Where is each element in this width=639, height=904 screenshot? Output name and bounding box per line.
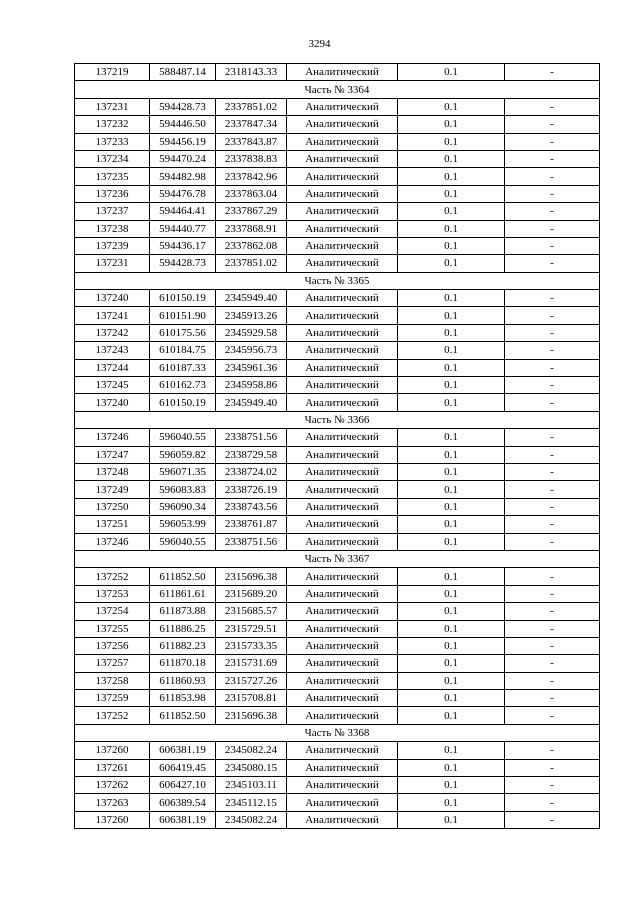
y-coordinate-cell: 2315685.57 — [216, 603, 287, 620]
method-cell: Аналитический — [287, 203, 398, 220]
x-coordinate-cell: 610187.33 — [150, 359, 216, 376]
note-cell: - — [505, 359, 600, 376]
accuracy-cell: 0.1 — [398, 620, 505, 637]
y-coordinate-cell: 2337842.96 — [216, 168, 287, 185]
accuracy-cell: 0.1 — [398, 742, 505, 759]
section-title: Часть № 3364 — [75, 81, 600, 98]
method-cell: Аналитический — [287, 742, 398, 759]
point-id-cell: 137260 — [75, 742, 150, 759]
method-cell: Аналитический — [287, 237, 398, 254]
x-coordinate-cell: 611873.88 — [150, 603, 216, 620]
x-coordinate-cell: 606419.45 — [150, 759, 216, 776]
accuracy-cell: 0.1 — [398, 394, 505, 411]
point-id-cell: 137243 — [75, 342, 150, 359]
method-cell: Аналитический — [287, 620, 398, 637]
y-coordinate-cell: 2338743.56 — [216, 498, 287, 515]
table-row — [75, 429, 600, 446]
y-coordinate-cell: 2318143.33 — [216, 64, 287, 81]
note-cell: - — [505, 672, 600, 689]
y-coordinate-cell: 2315689.20 — [216, 585, 287, 602]
table-row — [75, 481, 600, 498]
note-cell: - — [505, 533, 600, 550]
x-coordinate-cell: 594456.19 — [150, 133, 216, 150]
accuracy-cell: 0.1 — [398, 811, 505, 828]
note-cell: - — [505, 168, 600, 185]
x-coordinate-cell: 611861.61 — [150, 585, 216, 602]
accuracy-cell: 0.1 — [398, 255, 505, 272]
point-id-cell: 137219 — [75, 64, 150, 81]
x-coordinate-cell: 610150.19 — [150, 290, 216, 307]
accuracy-cell: 0.1 — [398, 237, 505, 254]
method-cell: Аналитический — [287, 516, 398, 533]
table-row — [75, 637, 600, 654]
point-id-cell: 137239 — [75, 237, 150, 254]
table-row — [75, 185, 600, 202]
point-id-cell: 137250 — [75, 498, 150, 515]
note-cell: - — [505, 185, 600, 202]
y-coordinate-cell: 2345956.73 — [216, 342, 287, 359]
point-id-cell: 137237 — [75, 203, 150, 220]
coordinates-table — [74, 63, 600, 829]
section-title: Часть № 3365 — [75, 272, 600, 289]
note-cell: - — [505, 707, 600, 724]
point-id-cell: 137231 — [75, 98, 150, 115]
note-cell: - — [505, 568, 600, 585]
note-cell: - — [505, 777, 600, 794]
x-coordinate-cell: 594440.77 — [150, 220, 216, 237]
table-row — [75, 655, 600, 672]
y-coordinate-cell: 2337863.04 — [216, 185, 287, 202]
section-header-row — [75, 724, 600, 741]
note-cell: - — [505, 133, 600, 150]
accuracy-cell: 0.1 — [398, 324, 505, 341]
point-id-cell: 137240 — [75, 290, 150, 307]
method-cell: Аналитический — [287, 342, 398, 359]
note-cell: - — [505, 307, 600, 324]
point-id-cell: 137248 — [75, 463, 150, 480]
accuracy-cell: 0.1 — [398, 377, 505, 394]
method-cell: Аналитический — [287, 777, 398, 794]
x-coordinate-cell: 611886.25 — [150, 620, 216, 637]
accuracy-cell: 0.1 — [398, 481, 505, 498]
point-id-cell: 137234 — [75, 150, 150, 167]
table-row — [75, 690, 600, 707]
note-cell: - — [505, 690, 600, 707]
x-coordinate-cell: 596040.55 — [150, 533, 216, 550]
x-coordinate-cell: 610175.56 — [150, 324, 216, 341]
y-coordinate-cell: 2338751.56 — [216, 533, 287, 550]
method-cell: Аналитический — [287, 98, 398, 115]
section-title: Часть № 3367 — [75, 550, 600, 567]
y-coordinate-cell: 2345958.86 — [216, 377, 287, 394]
note-cell: - — [505, 463, 600, 480]
point-id-cell: 137263 — [75, 794, 150, 811]
x-coordinate-cell: 606381.19 — [150, 811, 216, 828]
table-row — [75, 203, 600, 220]
note-cell: - — [505, 150, 600, 167]
note-cell: - — [505, 603, 600, 620]
accuracy-cell: 0.1 — [398, 568, 505, 585]
point-id-cell: 137235 — [75, 168, 150, 185]
table-row — [75, 742, 600, 759]
x-coordinate-cell: 610162.73 — [150, 377, 216, 394]
accuracy-cell: 0.1 — [398, 707, 505, 724]
accuracy-cell: 0.1 — [398, 533, 505, 550]
note-cell: - — [505, 742, 600, 759]
y-coordinate-cell: 2315696.38 — [216, 707, 287, 724]
x-coordinate-cell: 611882.23 — [150, 637, 216, 654]
table-row — [75, 342, 600, 359]
point-id-cell: 137260 — [75, 811, 150, 828]
y-coordinate-cell: 2315731.69 — [216, 655, 287, 672]
method-cell: Аналитический — [287, 307, 398, 324]
point-id-cell: 137252 — [75, 568, 150, 585]
table-row — [75, 150, 600, 167]
table-row — [75, 620, 600, 637]
point-id-cell: 137240 — [75, 394, 150, 411]
method-cell: Аналитический — [287, 603, 398, 620]
x-coordinate-cell: 594464.41 — [150, 203, 216, 220]
point-id-cell: 137232 — [75, 116, 150, 133]
method-cell: Аналитический — [287, 655, 398, 672]
y-coordinate-cell: 2337851.02 — [216, 98, 287, 115]
table-row — [75, 290, 600, 307]
table-row — [75, 116, 600, 133]
point-id-cell: 137231 — [75, 255, 150, 272]
note-cell: - — [505, 585, 600, 602]
method-cell: Аналитический — [287, 794, 398, 811]
note-cell: - — [505, 255, 600, 272]
x-coordinate-cell: 596059.82 — [150, 446, 216, 463]
x-coordinate-cell: 596090.34 — [150, 498, 216, 515]
method-cell: Аналитический — [287, 150, 398, 167]
accuracy-cell: 0.1 — [398, 185, 505, 202]
accuracy-cell: 0.1 — [398, 777, 505, 794]
table-body — [75, 64, 600, 829]
method-cell: Аналитический — [287, 481, 398, 498]
x-coordinate-cell: 611853.98 — [150, 690, 216, 707]
accuracy-cell: 0.1 — [398, 759, 505, 776]
accuracy-cell: 0.1 — [398, 516, 505, 533]
note-cell: - — [505, 98, 600, 115]
table-row — [75, 533, 600, 550]
note-cell: - — [505, 620, 600, 637]
accuracy-cell: 0.1 — [398, 168, 505, 185]
accuracy-cell: 0.1 — [398, 429, 505, 446]
accuracy-cell: 0.1 — [398, 220, 505, 237]
table-row — [75, 568, 600, 585]
x-coordinate-cell: 606381.19 — [150, 742, 216, 759]
accuracy-cell: 0.1 — [398, 359, 505, 376]
section-header-row — [75, 272, 600, 289]
accuracy-cell: 0.1 — [398, 203, 505, 220]
note-cell: - — [505, 498, 600, 515]
table-row — [75, 759, 600, 776]
method-cell: Аналитический — [287, 637, 398, 654]
method-cell: Аналитический — [287, 116, 398, 133]
table-row — [75, 585, 600, 602]
table-row — [75, 255, 600, 272]
y-coordinate-cell: 2338726.19 — [216, 481, 287, 498]
y-coordinate-cell: 2338751.56 — [216, 429, 287, 446]
table-row — [75, 446, 600, 463]
table-row — [75, 133, 600, 150]
note-cell: - — [505, 655, 600, 672]
section-header-row — [75, 550, 600, 567]
note-cell: - — [505, 394, 600, 411]
y-coordinate-cell: 2338729.58 — [216, 446, 287, 463]
accuracy-cell: 0.1 — [398, 446, 505, 463]
y-coordinate-cell: 2315696.38 — [216, 568, 287, 585]
point-id-cell: 137233 — [75, 133, 150, 150]
y-coordinate-cell: 2337843.87 — [216, 133, 287, 150]
method-cell: Аналитический — [287, 707, 398, 724]
section-title: Часть № 3368 — [75, 724, 600, 741]
accuracy-cell: 0.1 — [398, 672, 505, 689]
point-id-cell: 137261 — [75, 759, 150, 776]
table-row — [75, 811, 600, 828]
accuracy-cell: 0.1 — [398, 133, 505, 150]
note-cell: - — [505, 446, 600, 463]
y-coordinate-cell: 2337838.83 — [216, 150, 287, 167]
x-coordinate-cell: 594428.73 — [150, 98, 216, 115]
accuracy-cell: 0.1 — [398, 498, 505, 515]
section-title: Часть № 3366 — [75, 411, 600, 428]
accuracy-cell: 0.1 — [398, 150, 505, 167]
note-cell: - — [505, 203, 600, 220]
table-row — [75, 707, 600, 724]
accuracy-cell: 0.1 — [398, 603, 505, 620]
y-coordinate-cell: 2345949.40 — [216, 394, 287, 411]
table-row — [75, 307, 600, 324]
method-cell: Аналитический — [287, 690, 398, 707]
table-row — [75, 168, 600, 185]
table-row — [75, 498, 600, 515]
table-row — [75, 324, 600, 341]
x-coordinate-cell: 610150.19 — [150, 394, 216, 411]
table-row — [75, 237, 600, 254]
note-cell: - — [505, 637, 600, 654]
point-id-cell: 137254 — [75, 603, 150, 620]
y-coordinate-cell: 2338761.87 — [216, 516, 287, 533]
x-coordinate-cell: 594470.24 — [150, 150, 216, 167]
method-cell: Аналитический — [287, 429, 398, 446]
point-id-cell: 137262 — [75, 777, 150, 794]
note-cell: - — [505, 429, 600, 446]
accuracy-cell: 0.1 — [398, 64, 505, 81]
y-coordinate-cell: 2345961.36 — [216, 359, 287, 376]
method-cell: Аналитический — [287, 533, 398, 550]
table-row — [75, 64, 600, 81]
point-id-cell: 137247 — [75, 446, 150, 463]
method-cell: Аналитический — [287, 672, 398, 689]
table-row — [75, 220, 600, 237]
point-id-cell: 137256 — [75, 637, 150, 654]
y-coordinate-cell: 2345112.15 — [216, 794, 287, 811]
accuracy-cell: 0.1 — [398, 290, 505, 307]
table-row — [75, 777, 600, 794]
y-coordinate-cell: 2337867.29 — [216, 203, 287, 220]
method-cell: Аналитический — [287, 498, 398, 515]
point-id-cell: 137246 — [75, 533, 150, 550]
section-header-row — [75, 411, 600, 428]
note-cell: - — [505, 794, 600, 811]
y-coordinate-cell: 2345913.26 — [216, 307, 287, 324]
x-coordinate-cell: 594482.98 — [150, 168, 216, 185]
point-id-cell: 137236 — [75, 185, 150, 202]
point-id-cell: 137242 — [75, 324, 150, 341]
x-coordinate-cell: 611860.93 — [150, 672, 216, 689]
note-cell: - — [505, 116, 600, 133]
point-id-cell: 137244 — [75, 359, 150, 376]
note-cell: - — [505, 811, 600, 828]
method-cell: Аналитический — [287, 446, 398, 463]
method-cell: Аналитический — [287, 585, 398, 602]
method-cell: Аналитический — [287, 185, 398, 202]
table-row — [75, 394, 600, 411]
x-coordinate-cell: 596071.35 — [150, 463, 216, 480]
x-coordinate-cell: 594446.50 — [150, 116, 216, 133]
y-coordinate-cell: 2337862.08 — [216, 237, 287, 254]
point-id-cell: 137259 — [75, 690, 150, 707]
note-cell: - — [505, 290, 600, 307]
accuracy-cell: 0.1 — [398, 690, 505, 707]
accuracy-cell: 0.1 — [398, 655, 505, 672]
method-cell: Аналитический — [287, 359, 398, 376]
table-row — [75, 672, 600, 689]
accuracy-cell: 0.1 — [398, 585, 505, 602]
x-coordinate-cell: 594436.17 — [150, 237, 216, 254]
note-cell: - — [505, 377, 600, 394]
point-id-cell: 137246 — [75, 429, 150, 446]
method-cell: Аналитический — [287, 255, 398, 272]
accuracy-cell: 0.1 — [398, 307, 505, 324]
accuracy-cell: 0.1 — [398, 342, 505, 359]
note-cell: - — [505, 220, 600, 237]
method-cell: Аналитический — [287, 168, 398, 185]
x-coordinate-cell: 594428.73 — [150, 255, 216, 272]
accuracy-cell: 0.1 — [398, 794, 505, 811]
note-cell: - — [505, 64, 600, 81]
point-id-cell: 137245 — [75, 377, 150, 394]
note-cell: - — [505, 324, 600, 341]
x-coordinate-cell: 610184.75 — [150, 342, 216, 359]
method-cell: Аналитический — [287, 290, 398, 307]
page-number: 3294 — [308, 38, 331, 50]
point-id-cell: 137251 — [75, 516, 150, 533]
point-id-cell: 137252 — [75, 707, 150, 724]
y-coordinate-cell: 2315733.35 — [216, 637, 287, 654]
x-coordinate-cell: 611852.50 — [150, 707, 216, 724]
note-cell: - — [505, 481, 600, 498]
table-row — [75, 794, 600, 811]
y-coordinate-cell: 2337868.91 — [216, 220, 287, 237]
point-id-cell: 137241 — [75, 307, 150, 324]
x-coordinate-cell: 610151.90 — [150, 307, 216, 324]
method-cell: Аналитический — [287, 324, 398, 341]
x-coordinate-cell: 606427.10 — [150, 777, 216, 794]
x-coordinate-cell: 594476.78 — [150, 185, 216, 202]
method-cell: Аналитический — [287, 463, 398, 480]
method-cell: Аналитический — [287, 394, 398, 411]
x-coordinate-cell: 596083.83 — [150, 481, 216, 498]
y-coordinate-cell: 2337851.02 — [216, 255, 287, 272]
method-cell: Аналитический — [287, 64, 398, 81]
accuracy-cell: 0.1 — [398, 116, 505, 133]
note-cell: - — [505, 759, 600, 776]
y-coordinate-cell: 2338724.02 — [216, 463, 287, 480]
point-id-cell: 137257 — [75, 655, 150, 672]
point-id-cell: 137258 — [75, 672, 150, 689]
point-id-cell: 137249 — [75, 481, 150, 498]
y-coordinate-cell: 2337847.34 — [216, 116, 287, 133]
y-coordinate-cell: 2345929.58 — [216, 324, 287, 341]
x-coordinate-cell: 596053.99 — [150, 516, 216, 533]
y-coordinate-cell: 2345103.11 — [216, 777, 287, 794]
note-cell: - — [505, 237, 600, 254]
x-coordinate-cell: 611870.18 — [150, 655, 216, 672]
note-cell: - — [505, 516, 600, 533]
section-header-row — [75, 81, 600, 98]
accuracy-cell: 0.1 — [398, 98, 505, 115]
method-cell: Аналитический — [287, 220, 398, 237]
accuracy-cell: 0.1 — [398, 463, 505, 480]
table-row — [75, 603, 600, 620]
y-coordinate-cell: 2345082.24 — [216, 742, 287, 759]
y-coordinate-cell: 2315708.81 — [216, 690, 287, 707]
x-coordinate-cell: 606389.54 — [150, 794, 216, 811]
y-coordinate-cell: 2315729.51 — [216, 620, 287, 637]
y-coordinate-cell: 2345080.15 — [216, 759, 287, 776]
point-id-cell: 137238 — [75, 220, 150, 237]
accuracy-cell: 0.1 — [398, 637, 505, 654]
table-row — [75, 377, 600, 394]
point-id-cell: 137253 — [75, 585, 150, 602]
method-cell: Аналитический — [287, 133, 398, 150]
y-coordinate-cell: 2345082.24 — [216, 811, 287, 828]
table-row — [75, 359, 600, 376]
method-cell: Аналитический — [287, 377, 398, 394]
table-row — [75, 516, 600, 533]
table-row — [75, 98, 600, 115]
y-coordinate-cell: 2345949.40 — [216, 290, 287, 307]
x-coordinate-cell: 596040.55 — [150, 429, 216, 446]
note-cell: - — [505, 342, 600, 359]
point-id-cell: 137255 — [75, 620, 150, 637]
x-coordinate-cell: 611852.50 — [150, 568, 216, 585]
method-cell: Аналитический — [287, 568, 398, 585]
x-coordinate-cell: 588487.14 — [150, 64, 216, 81]
method-cell: Аналитический — [287, 811, 398, 828]
method-cell: Аналитический — [287, 759, 398, 776]
table-row — [75, 463, 600, 480]
y-coordinate-cell: 2315727.26 — [216, 672, 287, 689]
